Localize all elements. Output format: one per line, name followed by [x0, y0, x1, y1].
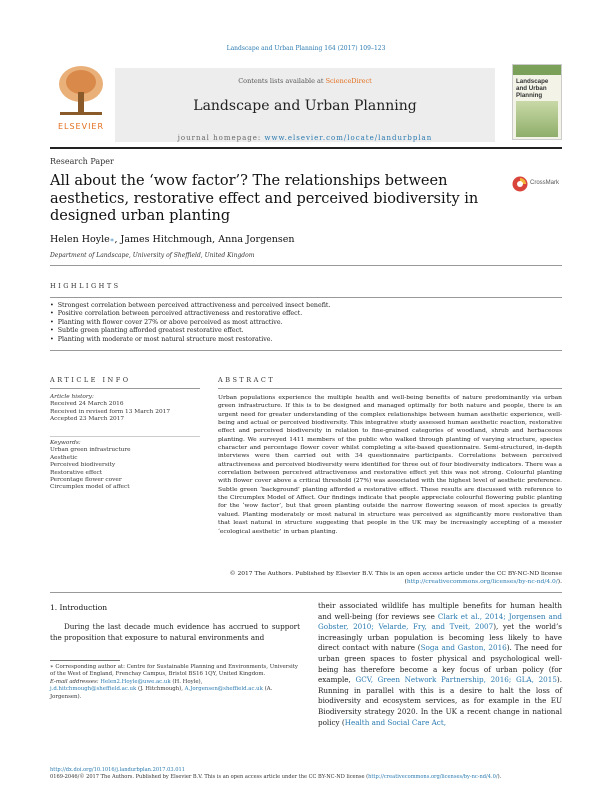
- issn-text: 0169-2046/© 2017 The Authors. Published by Elsevier B.V. This is an open access article under the CC BY-NC-ND license (: [50, 774, 369, 780]
- corresponding-marker[interactable]: ∗: [109, 236, 115, 244]
- affiliation: Department of Landscape, University of Sheffield, United Kingdom: [50, 252, 255, 259]
- page-footer: [50, 767, 562, 781]
- history-label: Article history:: [50, 394, 94, 400]
- text-run: ). The need for urban green spaces to foster physical and psychological well-being has therefore become a key focus of urban policy (for example,: [318, 643, 563, 685]
- email-note: (A. Jorgensen).: [50, 686, 273, 700]
- divider: [218, 388, 562, 389]
- history-received: Received 24 March 2016: [50, 401, 124, 408]
- masthead-box: [115, 68, 495, 142]
- text-run: ), yet the world’s increasingly urban population is becoming less likely to have direct contact with nature (: [318, 622, 562, 653]
- running-head[interactable]: Landscape and Urban Planning 164 (2017) 109–123: [226, 45, 386, 52]
- abstract-heading: ABSTRACT: [218, 376, 276, 384]
- article-type: Research Paper: [50, 157, 114, 166]
- highlight-item: • Planting with flower cover 27% or above perceived as most attractive.: [50, 319, 562, 327]
- journal-homepage: [115, 134, 495, 142]
- author-rest: , James Hitchmough, Anna Jorgensen: [114, 234, 295, 245]
- email-note: (H. Hoyle),: [170, 678, 203, 685]
- keyword: Perceived biodiversity: [50, 462, 116, 469]
- text-run: ). Running in parallel with this is a desire to halt the loss of biodiversity and ecosystem services, as for example in the EU Biodiversity strategy 2020. In the UK a recent change in national policy (: [318, 675, 562, 727]
- article-history: [50, 394, 200, 424]
- keyword: Aesthetic: [50, 454, 78, 461]
- article-info-heading: ARTICLE INFO: [50, 376, 131, 384]
- divider: [50, 388, 200, 389]
- doi-link[interactable]: http://dx.doi.org/10.1016/j.landurbplan.2017.03.011: [50, 767, 185, 773]
- publisher-name: ELSEVIER: [57, 122, 105, 131]
- cover-strip: [513, 65, 561, 75]
- footnote: [50, 664, 300, 701]
- license-link[interactable]: http://creativecommons.org/licenses/by-nc-nd/4.0/: [368, 774, 498, 780]
- keywords: [50, 440, 200, 492]
- crossmark-label: CrossMark: [530, 180, 560, 186]
- divider: [50, 350, 562, 351]
- keyword: Restorative effect: [50, 469, 103, 476]
- keyword: Circumplex model of affect: [50, 484, 130, 491]
- footnote-rule: [50, 660, 120, 661]
- email-link[interactable]: A.Jorgensen@sheffield.ac.uk: [184, 686, 263, 693]
- crossmark-icon: [512, 176, 528, 192]
- corresponding-note: Corresponding author at: Centre for Sustainable Planning and Environments, University of the West of England, Frenchay Campus, Bristol BS16 1QY, United Kingdom.: [50, 664, 298, 678]
- homepage-prefix: journal homepage:: [177, 134, 265, 142]
- cover-image: [516, 101, 558, 137]
- email-link[interactable]: j.d.hitchmough@sheffield.ac.uk: [50, 686, 137, 693]
- citation-link[interactable]: Soga and Gaston, 2016: [420, 643, 507, 653]
- email-label: E-mail addresses:: [50, 678, 99, 685]
- author-list: [50, 234, 295, 245]
- elsevier-tree-icon: [50, 62, 112, 120]
- journal-masthead: [50, 62, 562, 142]
- text-run: their associated wildlife has multiple benefits for human health and well-being (for reviews see: [318, 601, 562, 621]
- highlight-item: • Subtle green planting afforded greatest restorative effect.: [50, 327, 562, 335]
- email-note: (J. Hitchmough),: [136, 686, 185, 693]
- divider: [50, 592, 562, 593]
- author-first: Helen Hoyle: [50, 234, 110, 245]
- history-revised: Received in revised form 13 March 2017: [50, 408, 171, 415]
- journal-title: Landscape and Urban Planning: [193, 98, 417, 114]
- article-title: All about the ‘wow factor’? The relationships between aesthetics, restorative effect and perceived biodiversity in designed urban planting: [50, 173, 479, 224]
- section-heading: 1. Introduction: [50, 603, 108, 612]
- intro-paragraph-1: During the last decade much evidence has accrued to support the proposition that exposure to natural environments and: [50, 622, 300, 642]
- divider: [50, 265, 562, 266]
- elsevier-logo: [50, 62, 112, 134]
- citation-link[interactable]: GCV, Green Network Partnership, 2016; GLA, 2015: [355, 675, 557, 685]
- crossmark-badge[interactable]: [512, 176, 567, 192]
- keywords-label: Keywords:: [50, 440, 81, 446]
- copyright-text: © 2017 The Authors. Published by Elsevier B.V. This is an open access article under the CC BY-NC-ND license (: [229, 570, 562, 586]
- keyword: Urban green infrastructure: [50, 447, 131, 454]
- footnote-marker: ∗: [50, 664, 54, 670]
- sciencedirect-link[interactable]: ScienceDirect: [325, 77, 372, 85]
- copyright-end: ).: [557, 578, 562, 586]
- masthead-rule: [50, 147, 562, 149]
- citation-link[interactable]: Health and Social Care Act,: [344, 717, 447, 727]
- homepage-link[interactable]: www.elsevier.com/locate/landurbplan: [264, 134, 433, 142]
- highlight-item: • Positive correlation between perceived attractiveness and restorative effect.: [50, 310, 562, 318]
- cover-title: Landscape and Urban Planning: [516, 78, 549, 99]
- highlight-item: • Strongest correlation between perceived attractiveness and perceived insect benefit.: [50, 302, 562, 310]
- abstract-text: Urban populations experience the multiple health and well-being benefits of nature predominantly via urban green infrastructure. If this is to be designed and managed optimally for both nature and people, there is an urgent need for greater understanding of the complex relationships between human aesthetic experience, well-being and actual or perceived biodiversity. This integrative study assessed human aesthetic reaction, restorative effect and perceived biodiversity in relation to fine-grained categories of woodland, shrub and herbaceous planting. We surveyed 1411 members of the public who walked through planting of varying structure, species character and percentage flower cover whilst completing a site-based questionnaire. Semi-structured, in-depth interviews were then carried out with 34 questionnaire participants. Correlations between perceived attractiveness and perceived biodiversity were identified for three out of four biodiversity indicators. There was a correlation between perceived attractiveness and restorative effect yet this was not strong. Colourful planting with flower cover above a critical threshold (27%) was associated with the highest level of aesthetic preference. Subtle green ‘background’ planting afforded a restorative effect. These results are discussed with reference to the Circumplex Model of Affect. Our findings indicate that people appreciate colourful flowering public planting for the ‘wow factor’, but that green planting outside the narrow flowering season of most species is greatly valued. Planting moderately or most natural in structure was perceived as significantly more restorative than that least natural in structure suggesting that people in the UK may be increasingly accepting of a messier ‘ecological aesthetic’ in urban planting.: [218, 394, 562, 535]
- email-link[interactable]: Helen2.Hoyle@uwe.ac.uk: [100, 678, 171, 685]
- divider: [50, 436, 200, 437]
- history-accepted: Accepted 23 March 2017: [50, 416, 125, 423]
- citation-link[interactable]: Clark et al., 2014; Jorgensen and Gobster, 2010; Velarde, Fry, and Tveit, 2007: [318, 611, 562, 632]
- journal-cover[interactable]: [512, 64, 562, 140]
- license-link[interactable]: http://creativecommons.org/licenses/by-nc-nd/4.0/: [406, 578, 558, 586]
- abstract-copyright: [218, 570, 562, 587]
- highlights-heading: HIGHLIGHTS: [50, 282, 121, 290]
- intro-paragraph-2: [318, 601, 562, 728]
- divider: [50, 297, 562, 298]
- footer-end: ).: [497, 774, 502, 780]
- highlight-item: • Planting with moderate or most natural structure most restorative.: [50, 336, 562, 344]
- highlights-list: [50, 302, 562, 344]
- contents-prefix: Contents lists available at: [238, 77, 326, 85]
- keyword: Percentage flower cover: [50, 477, 122, 484]
- contents-line: [115, 77, 495, 85]
